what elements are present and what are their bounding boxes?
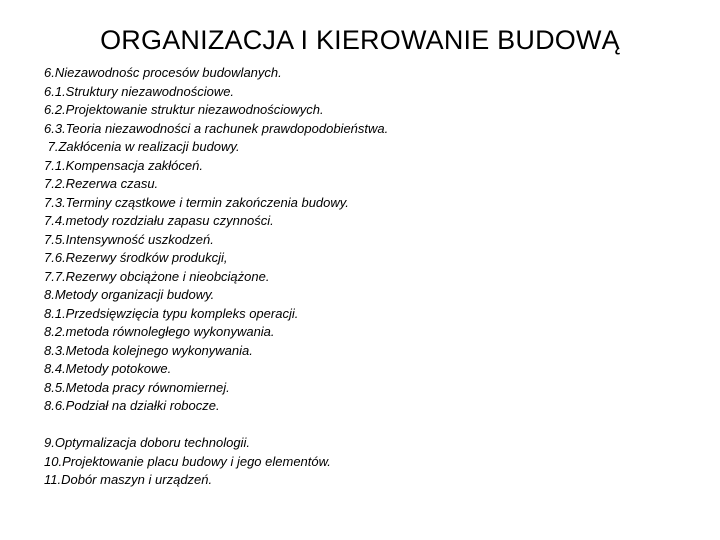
list-spacer bbox=[44, 416, 704, 435]
list-item: 8.1.Przedsięwzięcia typu kompleks operacji. bbox=[44, 305, 299, 321]
list-item: 7.7.Rezerwy obciążone i nieobciążone. bbox=[44, 268, 270, 284]
list-item: 6.Niezawodnośc procesów budowlanych. bbox=[44, 65, 282, 80]
list-item: 7.6.Rezerwy środków produkcji, bbox=[44, 250, 228, 265]
list-item: 7.5.Intensywność uszkodzeń. bbox=[44, 231, 214, 247]
list-item: 6.3.Teoria niezawodności a rachunek prawdopodobieństwa. bbox=[44, 120, 389, 136]
list-item: 8.6.Podział na działki robocze. bbox=[44, 398, 220, 413]
list-item: 7.3.Terminy cząstkowe i termin zakończenia budowy. bbox=[44, 194, 349, 210]
topic-list bbox=[44, 64, 704, 490]
list-item: 7.1.Kompensacja zakłóceń. bbox=[44, 157, 203, 173]
list-item: 9.Optymalizacja doboru technologii. bbox=[44, 435, 250, 450]
list-item: 8.Metody organizacji budowy. bbox=[44, 287, 215, 302]
list-item: 6.1.Struktury niezawodnościowe. bbox=[44, 83, 235, 99]
list-item: 8.4.Metody potokowe. bbox=[44, 361, 172, 376]
list-item: 7.2.Rezerwa czasu. bbox=[44, 176, 159, 191]
list-item: 10.Projektowanie placu budowy i jego elementów. bbox=[44, 453, 331, 469]
list-item: 8.3.Metoda kolejnego wykonywania. bbox=[44, 342, 253, 358]
list-item: 6.2.Projektowanie struktur niezawodnościowych. bbox=[44, 102, 324, 117]
list-item: 8.5.Metoda pracy równomiernej. bbox=[44, 379, 230, 395]
list-item: 8.2.metoda równoległego wykonywania. bbox=[44, 324, 275, 339]
slide-title: ORGANIZACJA I KIEROWANIE BUDOWĄ bbox=[100, 25, 620, 55]
list-item: 11.Dobór maszyn i urządzeń. bbox=[44, 472, 213, 487]
list-item: 7.Zakłócenia w realizacji budowy. bbox=[44, 139, 240, 154]
list-item: 7.4.metody rozdziału zapasu czynności. bbox=[44, 213, 274, 228]
